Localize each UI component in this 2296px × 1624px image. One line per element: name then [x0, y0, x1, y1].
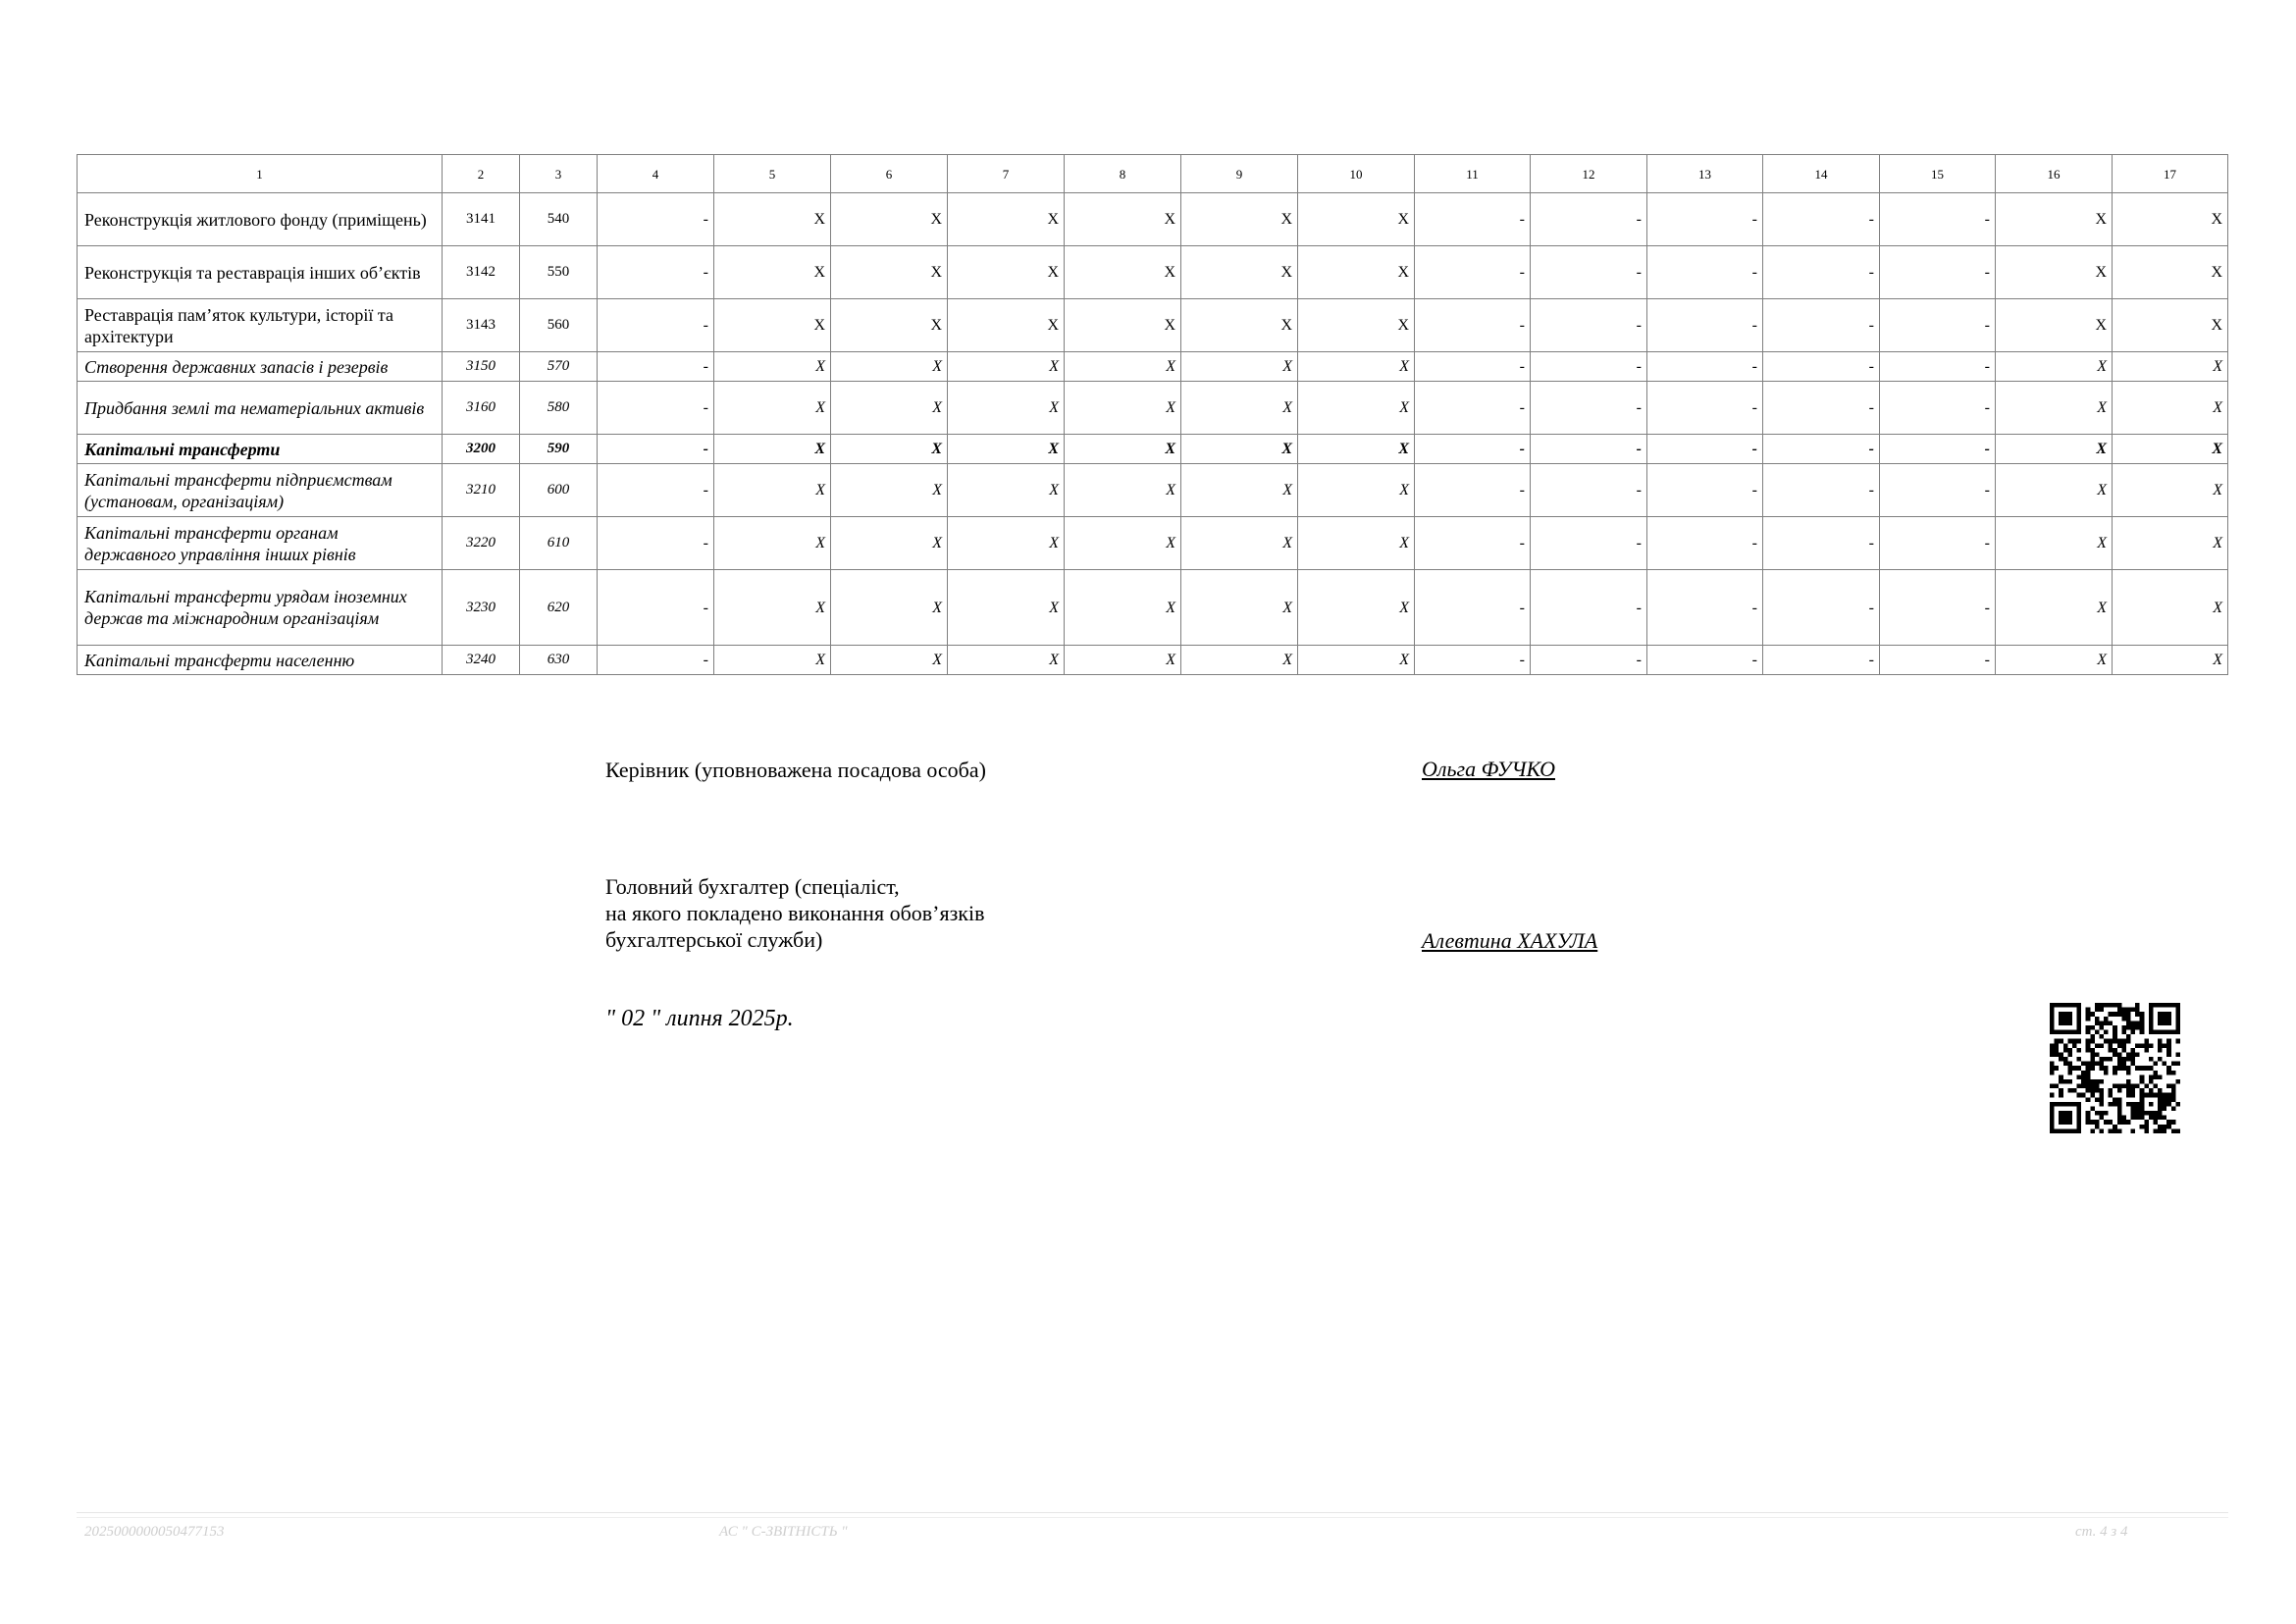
- row-value: -: [1880, 646, 1996, 675]
- row-value: -: [1647, 464, 1763, 517]
- row-value: -: [598, 193, 714, 246]
- accountant-signature-label: [605, 873, 984, 953]
- row-value: X: [2113, 382, 2228, 435]
- row-value: -: [598, 246, 714, 299]
- row-value: -: [1415, 464, 1531, 517]
- column-header: 16: [1996, 155, 2113, 193]
- row-label: Створення державних запасів і резервів: [78, 352, 443, 382]
- row-code: 3150: [443, 352, 520, 382]
- row-value: X: [714, 517, 831, 570]
- head-signature-name: Ольга ФУЧКО: [1422, 757, 1555, 781]
- table-row: [78, 382, 2228, 435]
- accountant-label-line: на якого покладено виконання обов’язків: [605, 901, 985, 925]
- row-value: -: [1763, 352, 1880, 382]
- table-row: [78, 299, 2228, 352]
- row-value: X: [1181, 517, 1298, 570]
- row-code: 570: [520, 352, 598, 382]
- row-code: 540: [520, 193, 598, 246]
- row-value: X: [1298, 246, 1415, 299]
- row-value: X: [1181, 246, 1298, 299]
- row-value: X: [1065, 646, 1181, 675]
- row-value: -: [1647, 382, 1763, 435]
- accountant-label-line: Головний бухгалтер (спеціаліст,: [605, 874, 900, 899]
- column-header: 13: [1647, 155, 1763, 193]
- report-table: [77, 154, 2228, 675]
- accountant-label-line: бухгалтерської служби): [605, 927, 823, 952]
- row-value: -: [598, 352, 714, 382]
- column-header: 10: [1298, 155, 1415, 193]
- row-value: -: [1880, 570, 1996, 646]
- row-value: X: [831, 352, 948, 382]
- table-row: [78, 646, 2228, 675]
- table-body: [78, 155, 2228, 675]
- row-code: 3230: [443, 570, 520, 646]
- row-label: Капітальні трансферти: [78, 435, 443, 464]
- row-value: -: [1647, 193, 1763, 246]
- column-header: 7: [948, 155, 1065, 193]
- table-row: [78, 246, 2228, 299]
- row-code: 3210: [443, 464, 520, 517]
- row-value: X: [831, 464, 948, 517]
- row-value: -: [598, 382, 714, 435]
- row-value: X: [714, 299, 831, 352]
- column-header: 12: [1531, 155, 1647, 193]
- row-value: X: [1996, 517, 2113, 570]
- row-value: -: [1763, 517, 1880, 570]
- row-value: X: [948, 352, 1065, 382]
- row-value: X: [714, 246, 831, 299]
- row-code: 580: [520, 382, 598, 435]
- row-value: X: [1298, 464, 1415, 517]
- column-header: 11: [1415, 155, 1531, 193]
- row-value: X: [1298, 193, 1415, 246]
- row-value: -: [1415, 646, 1531, 675]
- row-value: X: [1065, 193, 1181, 246]
- row-value: X: [2113, 435, 2228, 464]
- row-value: -: [598, 646, 714, 675]
- row-code: 550: [520, 246, 598, 299]
- table-row: [78, 570, 2228, 646]
- row-value: -: [598, 464, 714, 517]
- row-value: X: [2113, 570, 2228, 646]
- row-code: 3200: [443, 435, 520, 464]
- row-value: -: [1763, 570, 1880, 646]
- row-code: 590: [520, 435, 598, 464]
- row-value: X: [1065, 352, 1181, 382]
- head-signature-label: Керівник (уповноважена посадова особа): [605, 758, 986, 782]
- row-value: X: [948, 646, 1065, 675]
- row-value: -: [1763, 246, 1880, 299]
- row-value: -: [1647, 299, 1763, 352]
- row-value: X: [1181, 382, 1298, 435]
- row-value: X: [831, 382, 948, 435]
- row-label: Капітальні трансферти населенню: [78, 646, 443, 675]
- row-value: -: [1880, 246, 1996, 299]
- row-value: X: [714, 646, 831, 675]
- column-header: 4: [598, 155, 714, 193]
- row-value: X: [1065, 464, 1181, 517]
- row-value: X: [948, 246, 1065, 299]
- row-value: -: [1531, 464, 1647, 517]
- row-value: -: [1531, 382, 1647, 435]
- row-value: X: [1996, 352, 2113, 382]
- row-value: -: [1415, 517, 1531, 570]
- row-code: 3142: [443, 246, 520, 299]
- row-value: X: [948, 570, 1065, 646]
- row-value: X: [1298, 570, 1415, 646]
- row-value: X: [1181, 570, 1298, 646]
- column-header: 14: [1763, 155, 1880, 193]
- row-value: X: [948, 517, 1065, 570]
- table-row: [78, 352, 2228, 382]
- column-header: 15: [1880, 155, 1996, 193]
- row-value: -: [1763, 435, 1880, 464]
- row-code: 560: [520, 299, 598, 352]
- row-value: X: [948, 299, 1065, 352]
- row-value: X: [1065, 382, 1181, 435]
- row-value: X: [948, 464, 1065, 517]
- row-code: 3141: [443, 193, 520, 246]
- row-value: X: [831, 570, 948, 646]
- row-value: X: [714, 435, 831, 464]
- row-value: X: [1996, 382, 2113, 435]
- row-value: X: [2113, 193, 2228, 246]
- row-value: X: [1996, 246, 2113, 299]
- row-value: X: [1298, 435, 1415, 464]
- row-value: X: [2113, 299, 2228, 352]
- row-value: -: [1647, 646, 1763, 675]
- row-code: 620: [520, 570, 598, 646]
- row-value: -: [1647, 435, 1763, 464]
- row-label: Реконструкція житлового фонду (приміщень): [78, 193, 443, 246]
- row-value: X: [1065, 246, 1181, 299]
- qr-code-icon: [2050, 1003, 2180, 1133]
- row-value: X: [1181, 352, 1298, 382]
- row-value: X: [831, 193, 948, 246]
- row-value: X: [714, 382, 831, 435]
- column-header: 9: [1181, 155, 1298, 193]
- row-label: Капітальні трансферти урядам іноземних держав та міжнародним організаціям: [78, 570, 443, 646]
- row-value: -: [598, 517, 714, 570]
- row-value: -: [1763, 464, 1880, 517]
- row-value: -: [598, 570, 714, 646]
- row-value: -: [598, 435, 714, 464]
- row-label: Капітальні трансферти органам державного управління інших рівнів: [78, 517, 443, 570]
- row-value: -: [1880, 435, 1996, 464]
- row-code: 600: [520, 464, 598, 517]
- row-value: -: [1415, 435, 1531, 464]
- row-value: X: [1065, 299, 1181, 352]
- row-value: X: [2113, 646, 2228, 675]
- row-value: X: [1996, 435, 2113, 464]
- row-label: Придбання землі та нематеріальних активів: [78, 382, 443, 435]
- column-header: 2: [443, 155, 520, 193]
- row-value: X: [1181, 435, 1298, 464]
- row-value: X: [948, 435, 1065, 464]
- accountant-signature-name: Алевтина ХАХУЛА: [1422, 928, 1598, 953]
- row-value: -: [1415, 570, 1531, 646]
- row-value: X: [1298, 646, 1415, 675]
- table-row: [78, 517, 2228, 570]
- row-value: -: [1880, 464, 1996, 517]
- column-header: 1: [78, 155, 443, 193]
- row-value: X: [1298, 352, 1415, 382]
- row-value: -: [598, 299, 714, 352]
- row-code: 610: [520, 517, 598, 570]
- row-value: X: [714, 193, 831, 246]
- row-value: X: [714, 352, 831, 382]
- column-header: 5: [714, 155, 831, 193]
- row-value: X: [1298, 517, 1415, 570]
- row-value: -: [1531, 246, 1647, 299]
- row-value: -: [1880, 193, 1996, 246]
- row-value: -: [1647, 352, 1763, 382]
- row-value: X: [1298, 299, 1415, 352]
- row-code: 3143: [443, 299, 520, 352]
- row-value: X: [714, 464, 831, 517]
- row-value: X: [831, 246, 948, 299]
- column-header: 3: [520, 155, 598, 193]
- row-value: -: [1531, 646, 1647, 675]
- row-value: X: [1065, 435, 1181, 464]
- row-label: Реставрація пам’яток культури, історії та архітектури: [78, 299, 443, 352]
- row-value: -: [1531, 193, 1647, 246]
- row-value: -: [1415, 352, 1531, 382]
- row-code: 3240: [443, 646, 520, 675]
- table-row: [78, 464, 2228, 517]
- row-value: X: [2113, 464, 2228, 517]
- row-value: X: [1996, 464, 2113, 517]
- row-value: X: [831, 299, 948, 352]
- row-code: 630: [520, 646, 598, 675]
- report-date: " 02 " липня 2025р.: [605, 1006, 794, 1031]
- row-label: Капітальні трансферти підприємствам (установам, організаціям): [78, 464, 443, 517]
- row-value: -: [1647, 570, 1763, 646]
- row-value: -: [1415, 382, 1531, 435]
- row-code: 3220: [443, 517, 520, 570]
- row-value: -: [1880, 517, 1996, 570]
- row-value: X: [714, 570, 831, 646]
- row-value: X: [948, 382, 1065, 435]
- row-value: X: [1181, 193, 1298, 246]
- row-value: -: [1763, 193, 1880, 246]
- row-value: X: [2113, 246, 2228, 299]
- row-value: -: [1415, 193, 1531, 246]
- table-header-row: [78, 155, 2228, 193]
- row-value: X: [1996, 193, 2113, 246]
- row-value: -: [1880, 352, 1996, 382]
- footer-document-id: 2025000000050477153: [84, 1524, 225, 1540]
- row-value: X: [831, 646, 948, 675]
- row-value: -: [1531, 299, 1647, 352]
- row-value: X: [1996, 299, 2113, 352]
- row-value: X: [831, 517, 948, 570]
- row-value: -: [1531, 570, 1647, 646]
- row-value: X: [1065, 570, 1181, 646]
- row-value: X: [1298, 382, 1415, 435]
- row-value: -: [1531, 435, 1647, 464]
- row-value: -: [1415, 299, 1531, 352]
- row-value: X: [2113, 517, 2228, 570]
- row-value: X: [1181, 299, 1298, 352]
- footer-system-name: АС " С-ЗВІТНІСТЬ ": [719, 1524, 848, 1540]
- column-header: 8: [1065, 155, 1181, 193]
- table-row: [78, 193, 2228, 246]
- footer-page-number: ст. 4 з 4: [2075, 1524, 2128, 1540]
- row-value: -: [1531, 352, 1647, 382]
- column-header: 6: [831, 155, 948, 193]
- row-value: X: [1181, 464, 1298, 517]
- row-value: -: [1880, 299, 1996, 352]
- row-value: X: [1996, 570, 2113, 646]
- column-header: 17: [2113, 155, 2228, 193]
- table-row: [78, 435, 2228, 464]
- footer-divider: [77, 1512, 2228, 1513]
- row-value: X: [2113, 352, 2228, 382]
- row-value: -: [1647, 517, 1763, 570]
- row-value: X: [948, 193, 1065, 246]
- row-value: -: [1763, 299, 1880, 352]
- footer-divider-secondary: [77, 1517, 2228, 1518]
- row-value: -: [1763, 646, 1880, 675]
- row-value: X: [1996, 646, 2113, 675]
- row-value: -: [1880, 382, 1996, 435]
- row-value: -: [1763, 382, 1880, 435]
- row-value: -: [1647, 246, 1763, 299]
- row-value: X: [831, 435, 948, 464]
- row-value: -: [1415, 246, 1531, 299]
- row-value: -: [1531, 517, 1647, 570]
- row-code: 3160: [443, 382, 520, 435]
- row-value: X: [1065, 517, 1181, 570]
- row-label: Реконструкція та реставрація інших об’єктів: [78, 246, 443, 299]
- row-value: X: [1181, 646, 1298, 675]
